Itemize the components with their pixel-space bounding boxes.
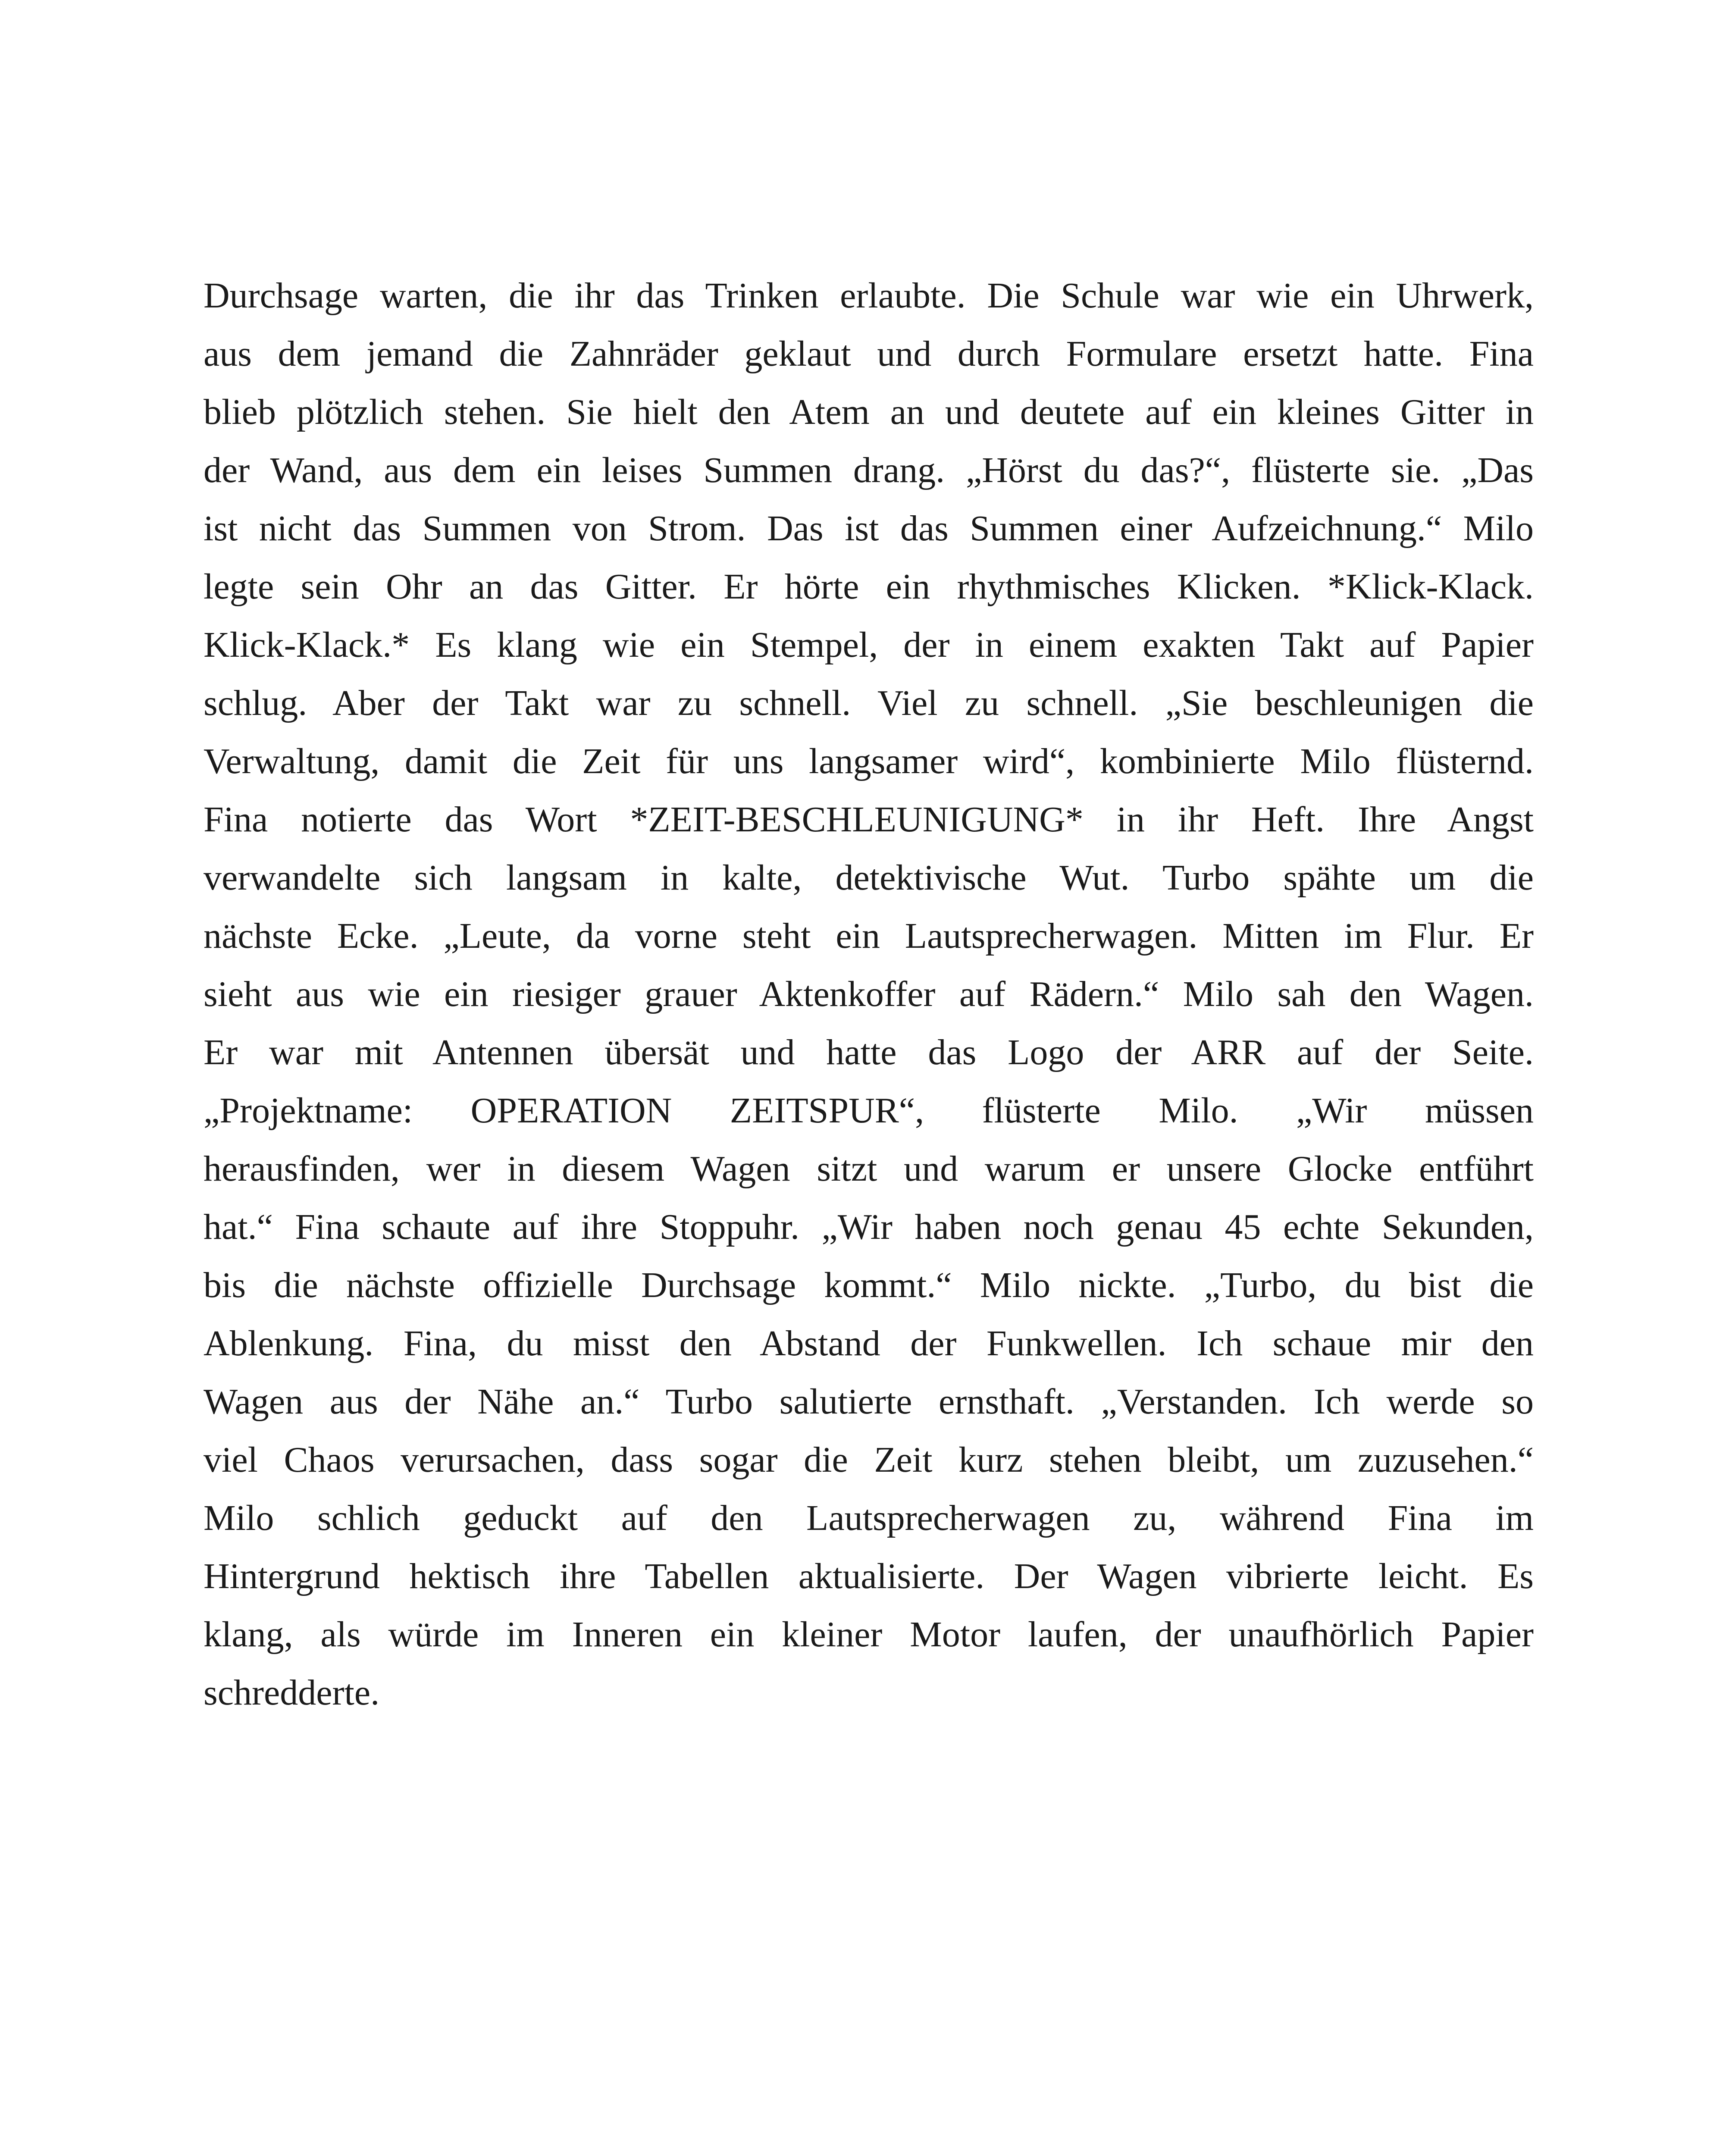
text-line: Fina notierte das Wort *ZEIT-BESCHLEUNIGUNG* in ihr Heft. Ihre Angst: [204, 799, 1534, 840]
text-line: aus dem jemand die Zahnräder geklaut und durch Formulare ersetzt hatte. Fina: [204, 334, 1534, 374]
text-line: Klick-Klack.* Es klang wie ein Stempel, der in einem exakten Takt auf Papier: [204, 625, 1534, 665]
text-line: klang, als würde im Inneren ein kleiner Motor laufen, der unaufhörlich Papier: [204, 1614, 1534, 1655]
text-line: bis die nächste offizielle Durchsage kommt.“ Milo nickte. „Turbo, du bist die: [204, 1265, 1534, 1305]
text-line: der Wand, aus dem ein leises Summen drang. „Hörst du das?“, flüsterte sie. „Das: [204, 450, 1534, 490]
text-line: Milo schlich geduckt auf den Lautsprecherwagen zu, während Fina im: [204, 1498, 1534, 1538]
text-line: blieb plötzlich stehen. Sie hielt den Atem an und deutete auf ein kleines Gitter in: [204, 392, 1534, 432]
text-line: sieht aus wie ein riesiger grauer Aktenkoffer auf Rädern.“ Milo sah den Wagen.: [204, 974, 1534, 1014]
text-line: Verwaltung, damit die Zeit für uns langsamer wird“, kombinierte Milo flüsternd.: [204, 741, 1534, 781]
text-line: schredderte.: [204, 1673, 380, 1713]
text-line: schlug. Aber der Takt war zu schnell. Viel zu schnell. „Sie beschleunigen die: [204, 683, 1534, 723]
body-text: [204, 266, 1534, 1722]
text-line: Hintergrund hektisch ihre Tabellen aktualisierte. Der Wagen vibrierte leicht. Es: [204, 1556, 1534, 1596]
text-line: legte sein Ohr an das Gitter. Er hörte ein rhythmisches Klicken. *Klick-Klack.: [204, 567, 1534, 607]
text-line: Ablenkung. Fina, du misst den Abstand der Funkwellen. Ich schaue mir den: [204, 1323, 1534, 1363]
text-line: Er war mit Antennen übersät und hatte das Logo der ARR auf der Seite.: [204, 1032, 1534, 1072]
text-line: ist nicht das Summen von Strom. Das ist das Summen einer Aufzeichnung.“ Milo: [204, 508, 1534, 548]
text-line: „Projektname: OPERATION ZEITSPUR“, flüsterte Milo. „Wir müssen: [204, 1091, 1534, 1131]
text-line: Durchsage warten, die ihr das Trinken erlaubte. Die Schule war wie ein Uhrwerk,: [204, 276, 1534, 316]
text-line: verwandelte sich langsam in kalte, detektivische Wut. Turbo spähte um die: [204, 858, 1534, 898]
text-line: hat.“ Fina schaute auf ihre Stoppuhr. „Wir haben noch genau 45 echte Sekunden,: [204, 1207, 1534, 1247]
text-line: herausfinden, wer in diesem Wagen sitzt und warum er unsere Glocke entführt: [204, 1149, 1534, 1189]
text-line: viel Chaos verursachen, dass sogar die Zeit kurz stehen bleibt, um zuzusehen.“: [204, 1440, 1534, 1480]
text-line: nächste Ecke. „Leute, da vorne steht ein Lautsprecherwagen. Mitten im Flur. Er: [204, 916, 1534, 956]
text-line: Wagen aus der Nähe an.“ Turbo salutierte ernsthaft. „Verstanden. Ich werde so: [204, 1382, 1534, 1422]
